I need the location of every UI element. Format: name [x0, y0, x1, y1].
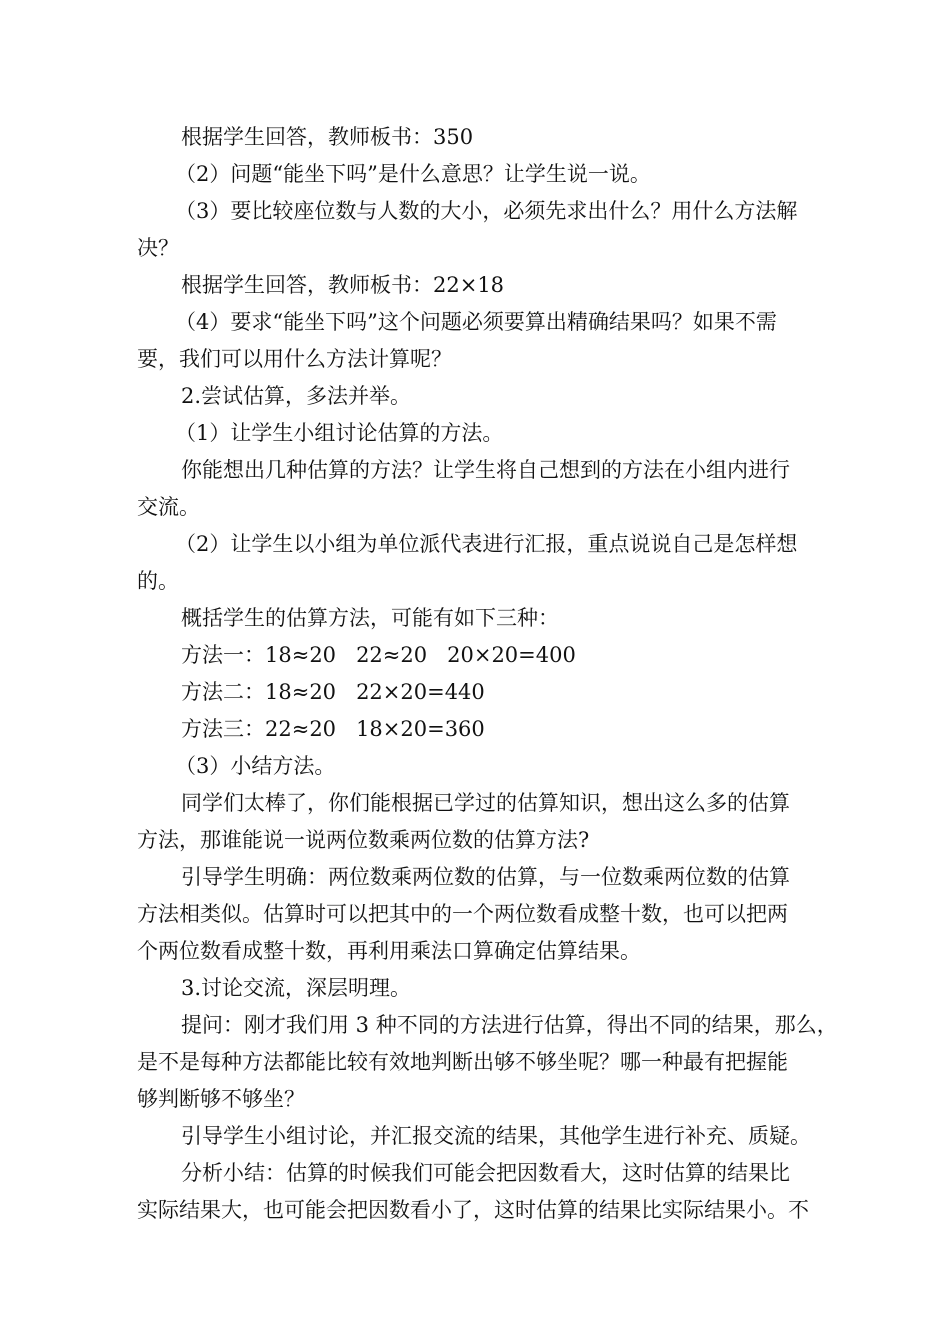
paragraph-line: 要，我们可以用什么方法计算呢？	[137, 347, 452, 371]
paragraph-line: （1）让学生小组讨论估算的方法。	[175, 421, 504, 445]
paragraph-line: 概括学生的估算方法，可能有如下三种：	[181, 606, 559, 630]
paragraph-line: 同学们太棒了，你们能根据已学过的估算知识，想出这么多的估算	[181, 791, 790, 815]
paragraph-line: 根据学生回答，教师板书：22×18	[181, 273, 505, 297]
paragraph-line: 是不是每种方法都能比较有效地判断出够不够坐呢？哪一种最有把握能	[137, 1050, 788, 1074]
document-body	[137, 119, 837, 1229]
paragraph-line: 根据学生回答，教师板书：350	[181, 125, 474, 149]
paragraph-line: （3）要比较座位数与人数的大小，必须先求出什么？用什么方法解	[175, 199, 798, 223]
paragraph-line: 方法，那谁能说一说两位数乘两位数的估算方法?	[137, 828, 590, 852]
method-line: 方法一：18≈20 22≈20 20×20=400	[181, 643, 576, 667]
section-heading: 2.尝试估算，多法并举。	[181, 384, 412, 408]
paragraph-line: 的。	[137, 569, 179, 593]
paragraph-line: 决？	[137, 236, 179, 260]
paragraph-line: 够判断够不够坐？	[137, 1087, 305, 1111]
paragraph-line: 交流。	[137, 495, 200, 519]
paragraph-line: 实际结果大，也可能会把因数看小了，这时估算的结果比实际结果小。不	[137, 1198, 809, 1222]
paragraph-line: （2）问题“能坐下吗”是什么意思？让学生说一说。	[175, 162, 651, 186]
paragraph-line: （3）小结方法。	[175, 754, 336, 778]
paragraph-line: （2）让学生以小组为单位派代表进行汇报，重点说说自己是怎样想	[175, 532, 798, 556]
method-line: 方法二：18≈20 22×20=440	[181, 680, 485, 704]
paragraph-line: 你能想出几种估算的方法？让学生将自己想到的方法在小组内进行	[181, 458, 790, 482]
method-line: 方法三：22≈20 18×20=360	[181, 717, 485, 741]
paragraph-line: 引导学生小组讨论，并汇报交流的结果，其他学生进行补充、质疑。	[181, 1124, 811, 1148]
paragraph-line: （4）要求“能坐下吗”这个问题必须要算出精确结果吗？如果不需	[175, 310, 777, 334]
paragraph-line: 方法相类似。估算时可以把其中的一个两位数看成整十数，也可以把两	[137, 902, 788, 926]
paragraph-line: 分析小结：估算的时候我们可能会把因数看大，这时估算的结果比	[181, 1161, 790, 1185]
paragraph-line: 引导学生明确：两位数乘两位数的估算，与一位数乘两位数的估算	[181, 865, 790, 889]
paragraph-line: 提问：刚才我们用 3 种不同的方法进行估算，得出不同的结果，那么，	[181, 1013, 838, 1037]
paragraph-line: 个两位数看成整十数，再利用乘法口算确定估算结果。	[137, 939, 641, 963]
section-heading: 3.讨论交流，深层明理。	[181, 976, 412, 1000]
